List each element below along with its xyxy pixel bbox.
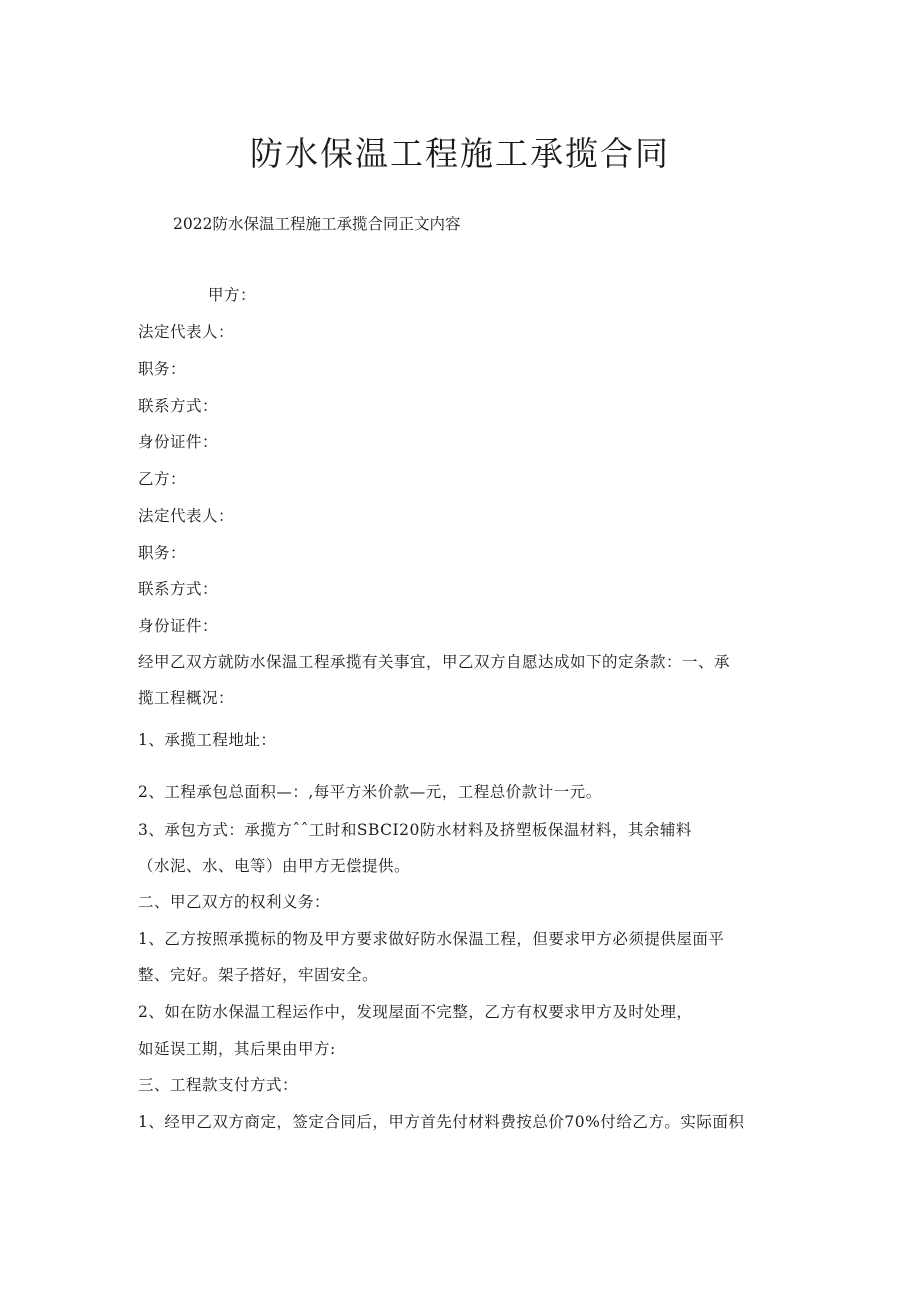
party-a-position-line: 职务：	[138, 360, 187, 378]
clause-line: 整、完好。架子搭好，牢固安全。	[138, 966, 379, 984]
clause-line: 1、乙方按照承揽标的物及甲方要求做好防水保温工程，但要求甲方必须提供屋面平	[138, 930, 725, 948]
party-b-id-line: 身份证件：	[138, 617, 219, 635]
party-b-line: 乙方：	[138, 470, 187, 488]
body-text-line: 揽工程概况：	[138, 689, 235, 707]
clause-line: 如延误工期，其后果由甲方:	[138, 1040, 336, 1058]
section-heading: 三、工程款支付方式：	[138, 1076, 299, 1094]
section-heading: 二、甲乙双方的权利义务：	[138, 893, 331, 911]
clause-line: （水泥、水、电等）由甲方无偿提供。	[138, 857, 411, 875]
party-a-representative-line: 法定代表人：	[138, 323, 235, 341]
clause-line: 2、如在防水保温工程运作中，发现屋面不完整，乙方有权要求甲方及时处理，	[138, 1003, 693, 1021]
clause-line: 1、承揽工程地址：	[138, 731, 277, 749]
clause-line: 2、工程承包总面积—：,每平方米价款—元，工程总价款计一元。	[138, 783, 602, 801]
body-text-line: 经甲乙双方就防水保温工程承揽有关事宜，甲乙双方自愿达成如下的定条款：一、承	[138, 653, 731, 671]
clause-line: 3、承包方式：承揽方ˆˆ工时和SBCI20防水材料及挤塑板保温材料，其余辅料	[138, 821, 692, 839]
document-title: 防水保温工程施工承揽合同	[250, 134, 670, 173]
party-b-representative-line: 法定代表人：	[138, 507, 235, 525]
party-b-contact-line: 联系方式：	[138, 580, 219, 598]
party-a-contact-line: 联系方式：	[138, 397, 219, 415]
party-a-line: 甲方：	[208, 286, 257, 304]
clause-line: 1、经甲乙双方商定，签定合同后，甲方首先付材料费按总价70%付给乙方。实际面积	[138, 1113, 745, 1131]
party-b-position-line: 职务：	[138, 544, 187, 562]
document-subtitle: 2022防水保温工程施工承揽合同正文内容	[173, 215, 461, 233]
party-a-id-line: 身份证件：	[138, 433, 219, 451]
